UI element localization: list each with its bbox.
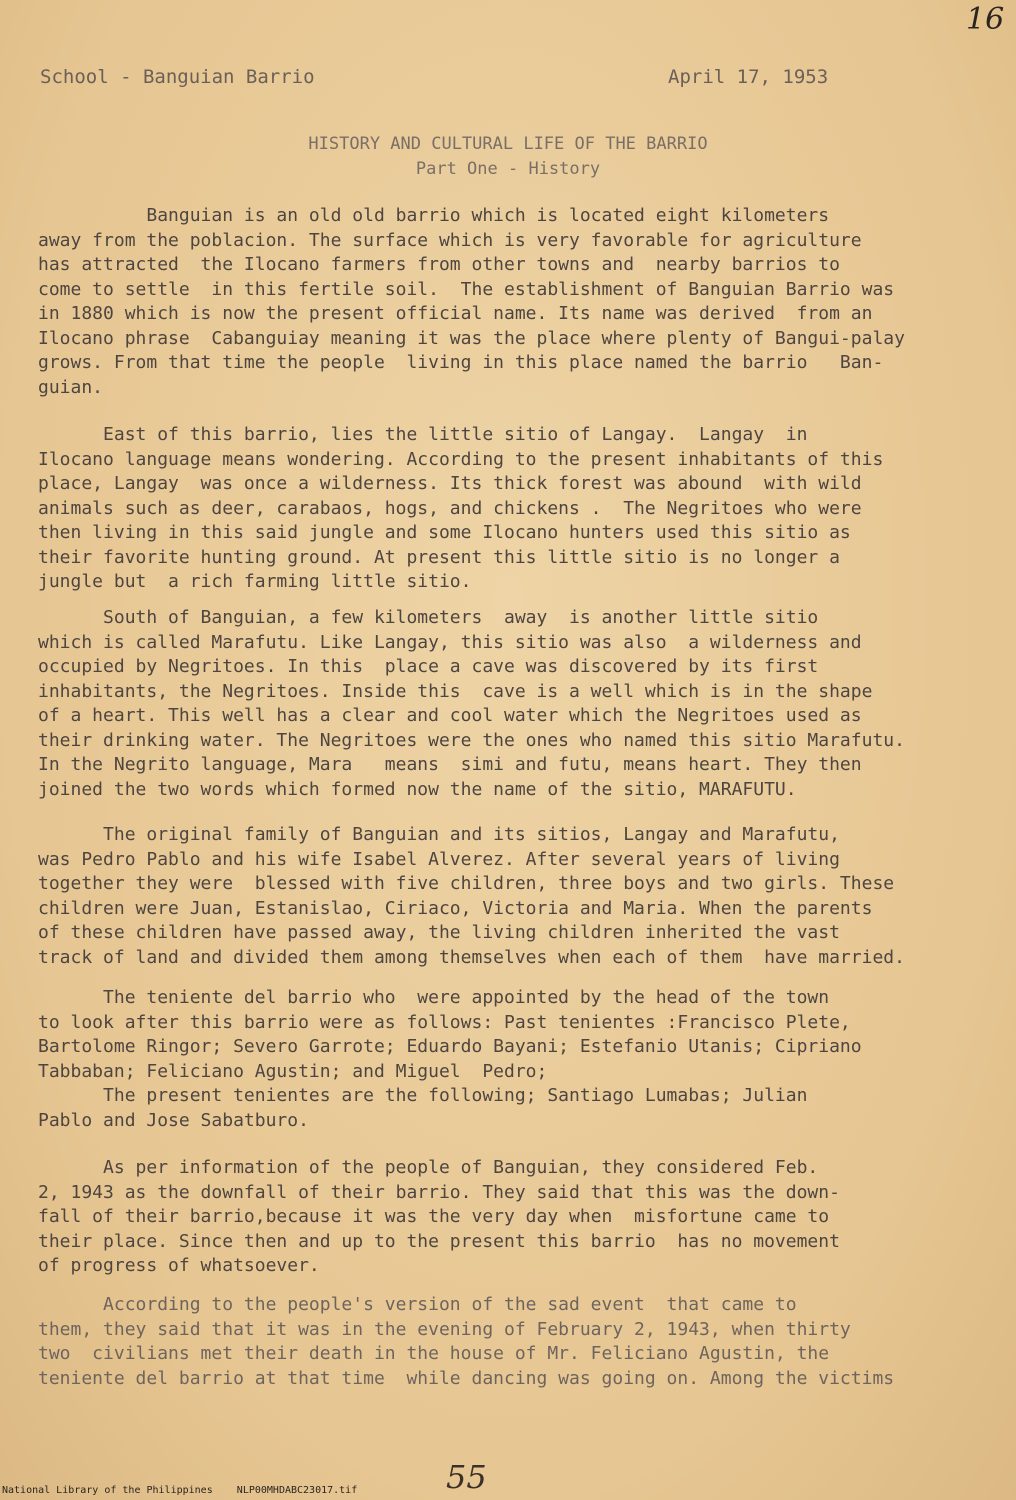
text-line: jungle but a rich farming little sitio. [38, 571, 472, 592]
paragraph-6 [38, 1156, 988, 1279]
text-line: place, Langay was once a wilderness. Its thick forest was abound with wild [38, 473, 862, 494]
text-line: animals such as deer, carabaos, hogs, and chickens . The Negritoes who were [38, 497, 862, 519]
text-line: East of this barrio, lies the little sitio of Langay. Langay in [38, 424, 808, 445]
text-line: occupied by Negritoes. In this place a cave was discovered by its first [38, 656, 819, 677]
text-line: grows. From that time the people living in this place named the barrio Ban- [38, 352, 884, 373]
text-line: The teniente del barrio who were appointed by the head of the town [38, 987, 830, 1008]
text-line: in 1880 which is now the present official name. Its name was derived from an [38, 303, 873, 324]
text-line: come to settle in this fertile soil. The establishment of Banguian Barrio was [38, 278, 895, 300]
text-line: to look after this barrio were as follows: Past tenientes :Francisco Plete, [38, 1011, 851, 1033]
text-line: of progress of whatsoever. [38, 1255, 320, 1276]
text-line: them, they said that it was in the evening of February 2, 1943, when thirty [38, 1318, 851, 1340]
text-line: then living in this said jungle and some Ilocano hunters used this sitio as [38, 522, 851, 543]
text-line: South of Banguian, a few kilometers away is another little sitio [38, 607, 819, 628]
document-title: HISTORY AND CULTURAL LIFE OF THE BARRIO [308, 134, 708, 154]
text-line: children were Juan, Estanislao, Ciriaco, Victoria and Maria. When the parents [38, 897, 873, 919]
corner-page-number: 16 [966, 2, 1005, 37]
text-line: their favorite hunting ground. At present this little sitio is no longer a [38, 546, 840, 568]
text-line: of a heart. This well has a clear and cool water which the Negritoes used as [38, 705, 862, 726]
text-line: of these children have passed away, the living children inherited the vast [38, 922, 840, 943]
text-line: Ilocano language means wondering. According to the present inhabitants of this [38, 448, 884, 470]
paragraph-2 [38, 423, 988, 595]
handwritten-page-number: 55 [446, 1458, 487, 1496]
paragraph-3 [38, 606, 988, 802]
text-line: The present tenientes are the following; Santiago Lumabas; Julian [38, 1085, 808, 1106]
text-line: joined the two words which formed now the name of the sitio, MARAFUTU. [38, 778, 797, 800]
text-line: their place. Since then and up to the present this barrio has no movement [38, 1230, 840, 1252]
text-line: According to the people's version of the sad event that came to [38, 1294, 797, 1315]
text-line: teniente del barrio at that time while dancing was going on. Among the victims [38, 1367, 895, 1389]
text-line: In the Negrito language, Mara means simi and futu, means heart. They then [38, 754, 862, 775]
text-line: 2, 1943 as the downfall of their barrio. They said that this was the down- [38, 1181, 840, 1203]
text-line: inhabitants, the Negritoes. Inside this cave is a well which is in the shape [38, 680, 873, 702]
text-line: fall of their barrio,because it was the very day when misfortune came to [38, 1206, 830, 1227]
text-line: Pablo and Jose Sabatburo. [38, 1109, 309, 1131]
text-line: guian. [38, 376, 104, 398]
paragraph-4 [38, 823, 988, 970]
text-line: Ilocano phrase Cabanguiay meaning it was the place where plenty of Bangui-palay [38, 327, 905, 349]
text-line: The original family of Banguian and its sitios, Langay and Marafutu, [38, 824, 840, 845]
text-line: their drinking water. The Negritoes were the ones who named this sitio Marafutu. [38, 729, 905, 751]
paragraph-5 [38, 986, 988, 1133]
paragraph-7 [38, 1293, 988, 1391]
text-line: As per information of the people of Banguian, they considered Feb. [38, 1157, 819, 1178]
text-line: Tabbaban; Feliciano Agustin; and Miguel Pedro; [38, 1060, 548, 1082]
archive-footer: National Library of the Philippines NLP00MHDABC23017.tif [2, 1485, 358, 1496]
text-line: which is called Marafutu. Like Langay, this sitio was also a wilderness and [38, 631, 862, 653]
text-line: together they were blessed with five children, three boys and two girls. These [38, 873, 895, 894]
text-line: two civilians met their death in the house of Mr. Feliciano Agustin, the [38, 1343, 830, 1364]
text-line: was Pedro Pablo and his wife Isabel Alverez. After several years of living [38, 848, 840, 870]
document-subtitle: Part One - History [415, 159, 601, 179]
header-date: April 17, 1953 [668, 66, 829, 88]
text-line: Bartolome Ringor; Severo Garrote; Eduardo Bayani; Estefanio Utanis; Cipriano [38, 1036, 862, 1057]
text-line: track of land and divided them among themselves when each of them have married. [38, 946, 905, 968]
paragraph-1 [38, 204, 988, 400]
text-line: Banguian is an old old barrio which is located eight kilometers [38, 205, 830, 226]
text-line: has attracted the Ilocano farmers from other towns and nearby barrios to [38, 254, 840, 275]
text-line: away from the poblacion. The surface which is very favorable for agriculture [38, 229, 862, 251]
header-school: School - Banguian Barrio [40, 66, 315, 88]
